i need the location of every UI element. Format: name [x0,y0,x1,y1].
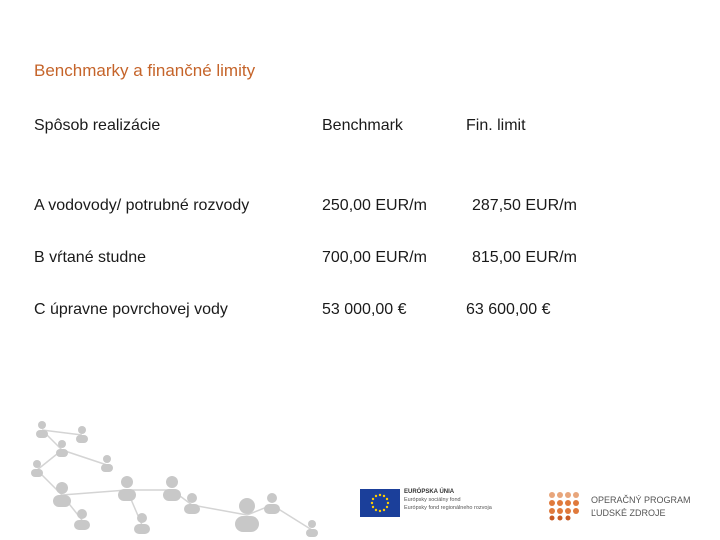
slide-title: Benchmarky a finančné limity [34,61,256,80]
row-name: C úpravne povrchovej vody [34,301,228,318]
op-program-logo-text [591,494,691,520]
eu-logo-text [404,488,492,512]
row-benchmark: 250,00 EUR/m [322,197,427,214]
benchmark-table [34,112,577,324]
row-limit [466,140,577,220]
op-logo-line1: OPERAČNÝ PROGRAM [591,495,691,505]
op-logo-line2: ĽUDSKÉ ZDROJE [591,508,666,518]
eu-logo-line1: Európsky sociálny fond [404,497,461,503]
row-limit-value: 815,00 EUR/m [472,249,577,266]
people-network-graphic [22,410,332,540]
header-limit: Fin. limit [466,117,526,134]
row-limit [466,220,577,272]
table-row [34,220,577,272]
eu-stars-icon [360,489,400,517]
row-limit-value: 287,50 EUR/m [472,197,577,214]
table-row [34,272,577,324]
row-benchmark: 700,00 EUR/m [322,249,427,266]
table-header-row [34,112,577,140]
eu-flag-logo [360,489,400,517]
eu-logo-line2: Európsky fond regionálneho rozvoja [404,505,492,511]
row-name: B vŕtané studne [34,249,147,266]
op-program-logo-icon [548,491,580,521]
header-method: Spôsob realizácie [34,117,161,134]
row-limit: 63 600,00 € [466,301,551,318]
row-name: A vodovody/ potrubné rozvody [34,197,250,214]
row-benchmark: 53 000,00 € [322,301,407,318]
eu-logo-title: EURÓPSKA ÚNIA [404,489,455,495]
table-row [34,140,577,220]
header-benchmark: Benchmark [322,117,403,134]
